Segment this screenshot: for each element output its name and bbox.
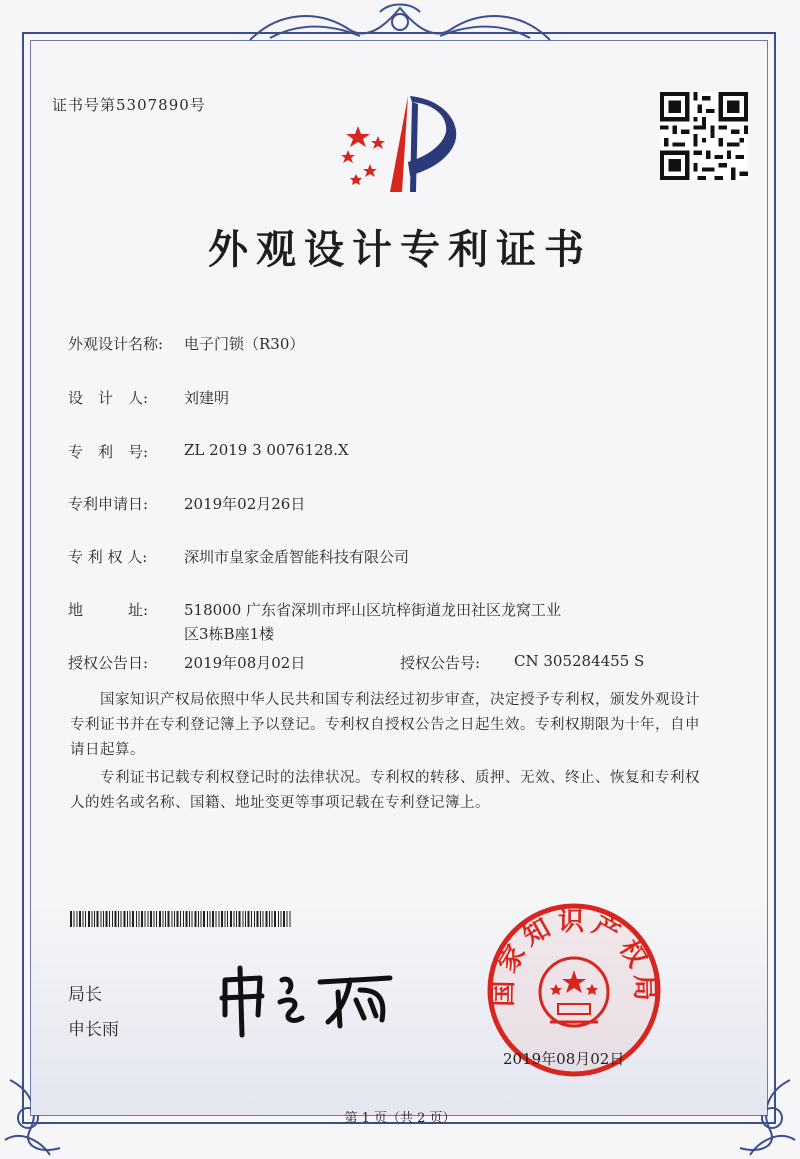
certificate-title: 外观设计专利证书 bbox=[208, 226, 592, 273]
field-label: 专 利 号: bbox=[68, 443, 149, 461]
field-value: 2019年02月26日 bbox=[184, 495, 306, 513]
director-name: 申长雨 bbox=[68, 1020, 119, 1040]
director-signature bbox=[210, 960, 410, 1040]
statement-paragraph-2: 专利证书记载专利权登记时的法律状况。专利权的转移、质押、无效、终止、恢复和专利权人的姓名或名称、国籍、地址变更等事项记载在专利登记簿上。 bbox=[70, 770, 700, 811]
field-value: CN 305284455 S bbox=[514, 652, 645, 670]
field-label: 地 址: bbox=[68, 601, 149, 619]
field-value: ZL 2019 3 0076128.X bbox=[184, 441, 349, 459]
field-value-line1: 518000 广东省深圳市坪山区坑梓街道龙田社区龙窝工业 bbox=[184, 601, 562, 619]
field-value: 电子门锁（R30） bbox=[184, 335, 305, 353]
field-value: 深圳市皇家金盾智能科技有限公司 bbox=[184, 548, 410, 566]
qr-code-icon bbox=[660, 92, 748, 180]
barcode-icon bbox=[70, 911, 292, 927]
seal-text: 国家知识产权局 bbox=[488, 907, 660, 1007]
field-value: 2019年08月02日 bbox=[184, 654, 306, 672]
field-label: 设 计 人: bbox=[68, 389, 149, 407]
field-value-line2: 区3栋B座1楼 bbox=[184, 625, 275, 643]
certificate-number: 证书号第5307890号 bbox=[52, 96, 206, 114]
field-label: 外观设计名称: bbox=[68, 335, 164, 353]
cnipa-emblem-icon bbox=[330, 92, 470, 202]
field-value: 刘建明 bbox=[184, 389, 230, 407]
field-label: 授权公告日: bbox=[68, 654, 149, 672]
field-label: 专 利 权 人: bbox=[68, 548, 148, 566]
page-number: 第 1 页（共 2 页） bbox=[344, 1111, 456, 1126]
field-label: 授权公告号: bbox=[400, 654, 481, 672]
field-label: 专利申请日: bbox=[68, 495, 149, 513]
statement-paragraph-1: 国家知识产权局依照中华人民共和国专利法经过初步审查，决定授予专利权，颁发外观设计专利证书并在专利登记簿上予以登记。专利权自授权公告之日起生效。专利权期限为十年，自申请日起算。 bbox=[70, 692, 700, 758]
director-title: 局长 bbox=[68, 985, 102, 1005]
seal-date: 2019年08月02日 bbox=[503, 1050, 625, 1068]
top-ornament bbox=[240, 0, 560, 48]
